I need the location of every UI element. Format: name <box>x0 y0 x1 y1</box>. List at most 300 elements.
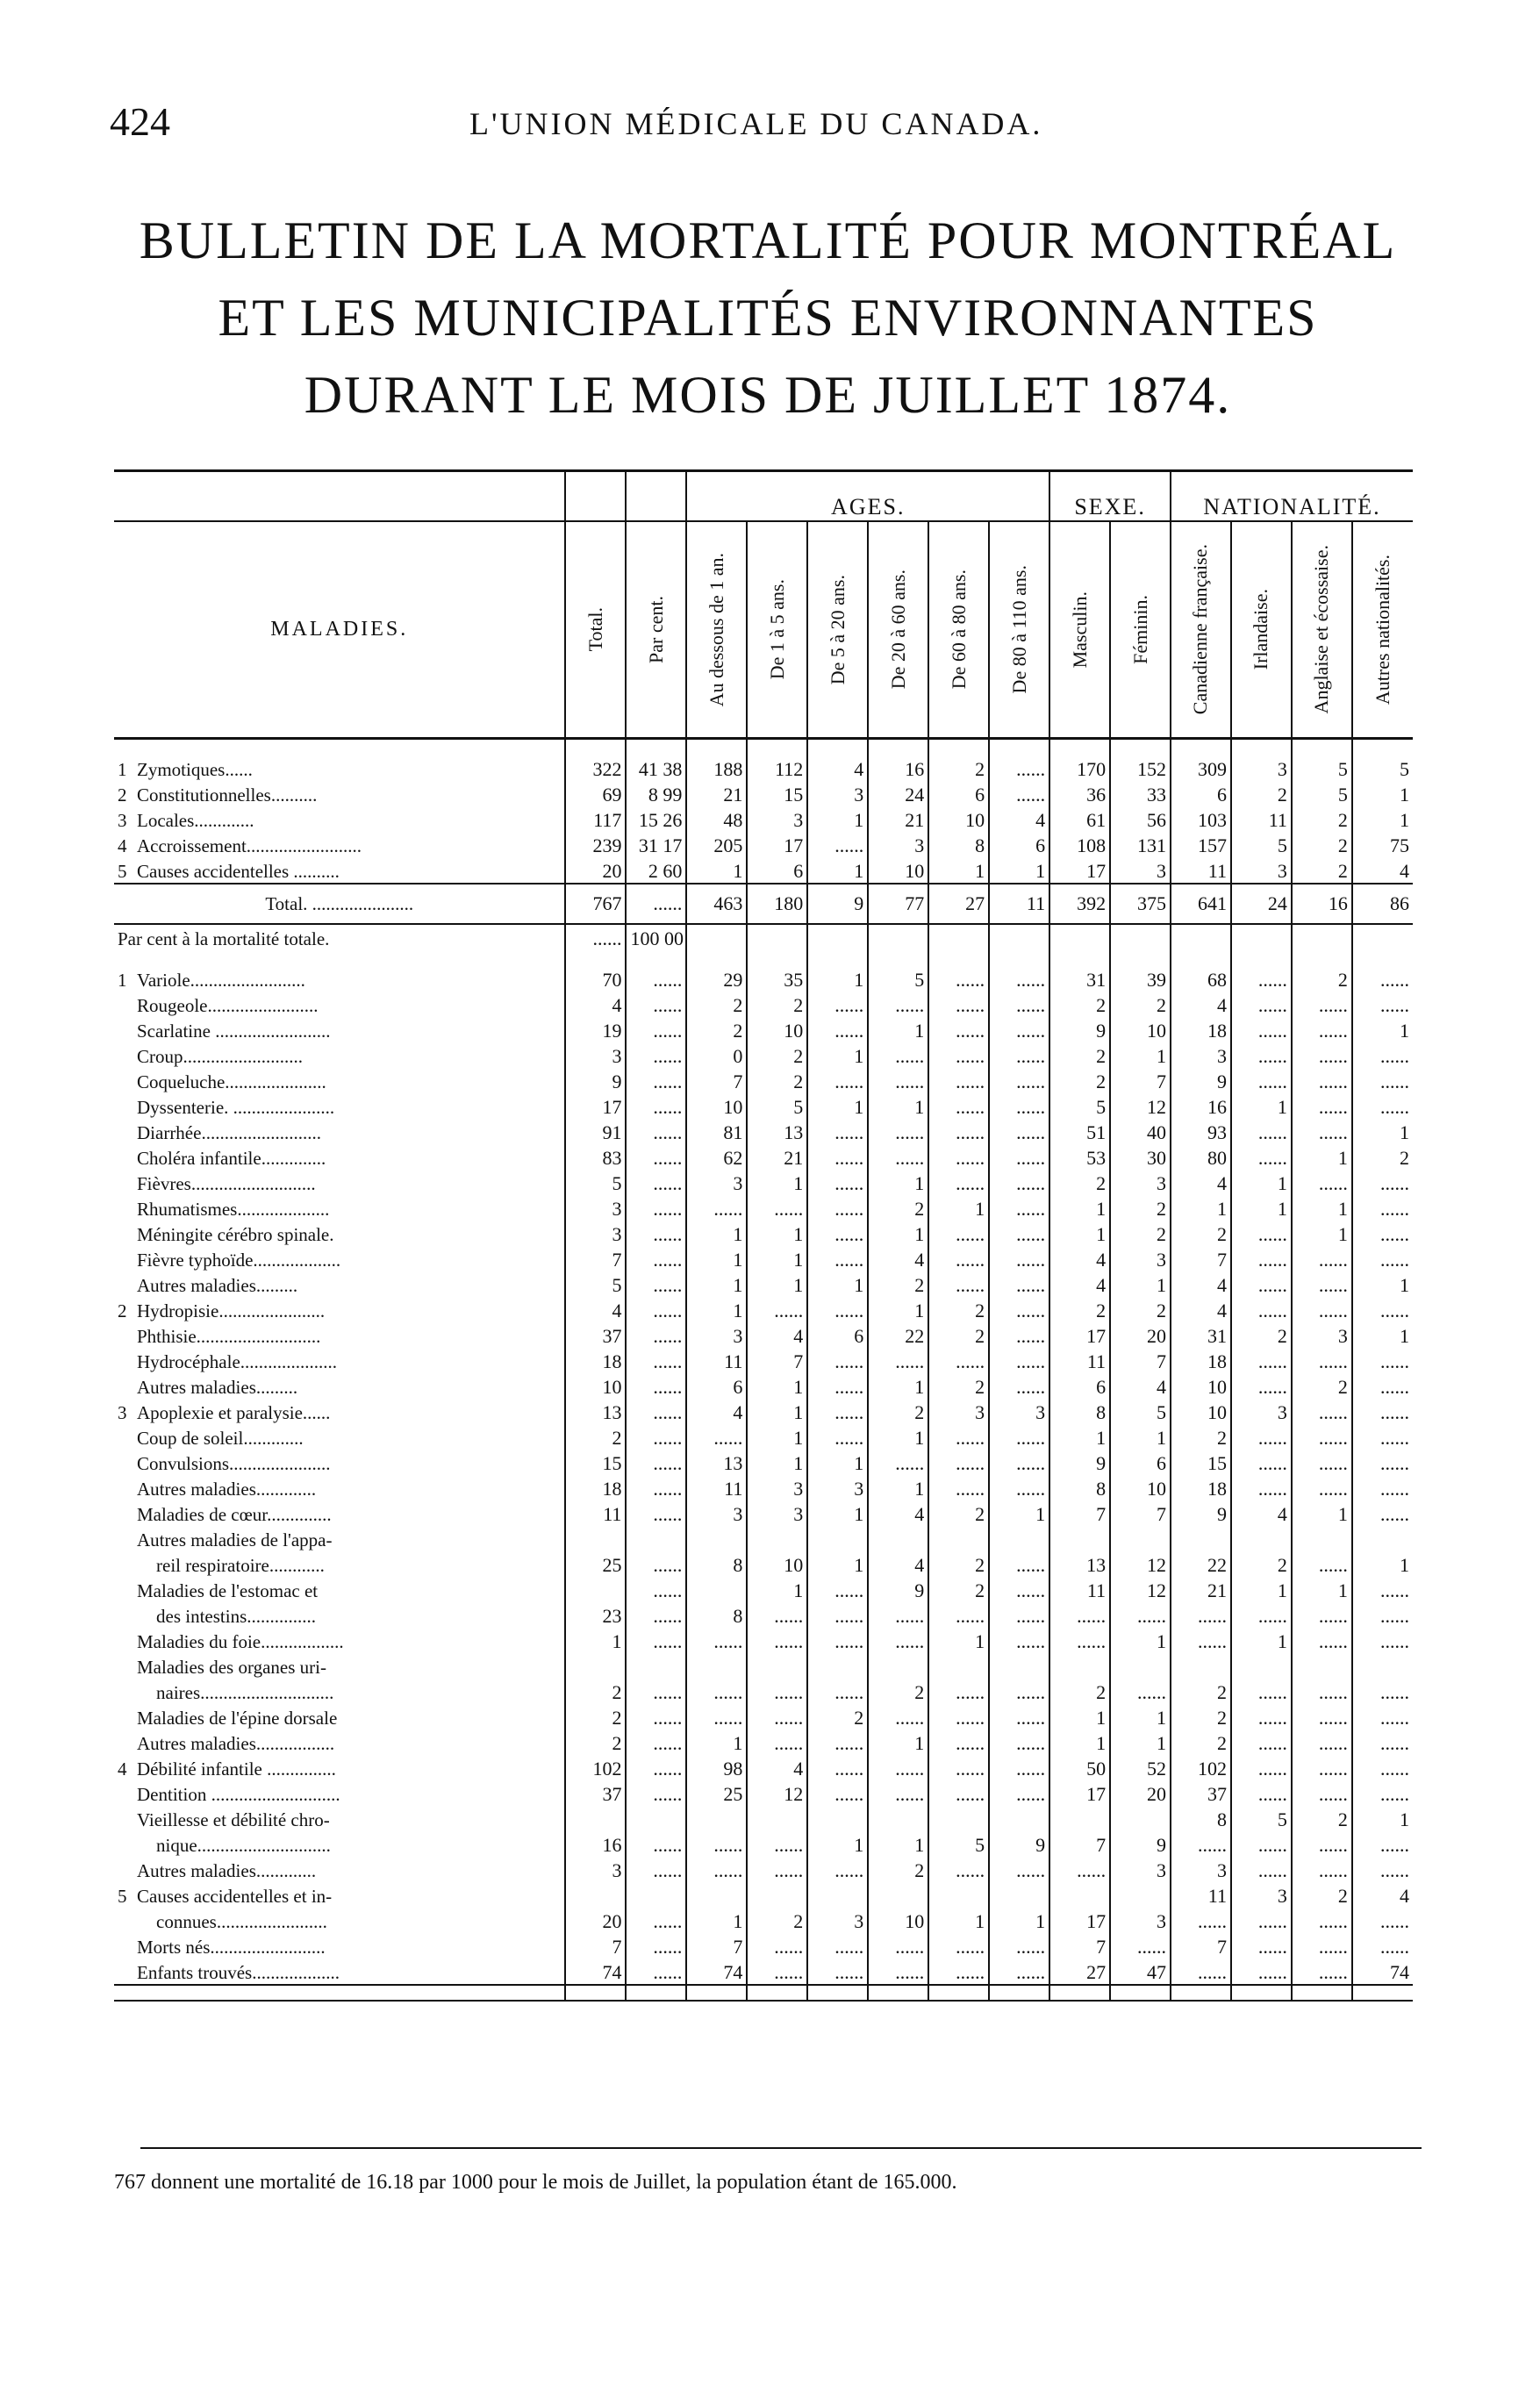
row-label-text: reil respiratoire............ <box>156 1555 325 1576</box>
table-cell: 2 <box>928 1500 989 1526</box>
row-label <box>114 1577 565 1602</box>
row-label-text: Constitutionnelles.......... <box>137 784 318 806</box>
table-cell: ...... <box>626 1297 686 1322</box>
table-cell: ...... <box>928 1857 989 1882</box>
table-cell: 1 <box>1292 1500 1352 1526</box>
table-cell: ...... <box>1231 1933 1292 1959</box>
table-cell: ...... <box>807 1373 868 1399</box>
column-header <box>989 521 1049 739</box>
table-cell: 2 <box>747 1042 807 1068</box>
table-cell <box>747 1526 807 1551</box>
table-cell: 10 <box>1171 1373 1231 1399</box>
table-cell: ...... <box>1231 1042 1292 1068</box>
table-row <box>114 1755 1413 1780</box>
table-cell: 2 <box>1292 1806 1352 1831</box>
table-cell: ...... <box>1231 1730 1292 1755</box>
table-cell: 4 <box>1110 1373 1171 1399</box>
bulletin-title <box>123 202 1413 433</box>
table-cell: 2 <box>1292 966 1352 992</box>
table-cell: 4 <box>1171 1271 1231 1297</box>
table-cell: ...... <box>1352 1730 1413 1755</box>
table-cell: 3 <box>747 1500 807 1526</box>
table-cell: ...... <box>1352 1042 1413 1068</box>
table-cell: 1 <box>989 1908 1049 1933</box>
row-label <box>114 1246 565 1271</box>
table-cell: ...... <box>928 1780 989 1806</box>
table-cell <box>1292 1526 1352 1551</box>
table-cell <box>807 1653 868 1679</box>
table-cell: 24 <box>1231 884 1292 924</box>
table-cell: ...... <box>989 1577 1049 1602</box>
table-cell: ...... <box>807 1119 868 1144</box>
table-cell: 9 <box>1110 1831 1171 1857</box>
table-cell: 1 <box>686 1221 747 1246</box>
row-label-text: Dentition ............................ <box>137 1784 340 1805</box>
row-label-text: Locales............. <box>137 810 254 831</box>
table-cell: 36 <box>1049 781 1110 806</box>
table-cell: ...... <box>1352 1755 1413 1780</box>
table-cell: ...... <box>747 1602 807 1628</box>
table-cell: 1 <box>868 1831 928 1857</box>
row-label-text: Phthisie........................... <box>137 1326 321 1347</box>
row-label <box>114 1373 565 1399</box>
table-cell: 7 <box>1110 1348 1171 1373</box>
table-cell: 80 <box>1171 1144 1231 1170</box>
table-cell: 10 <box>868 1908 928 1933</box>
table-cell: ...... <box>807 1144 868 1170</box>
table-cell: ...... <box>747 1297 807 1322</box>
table-cell: 8 <box>686 1602 747 1628</box>
table-cell: 1 <box>1049 1221 1110 1246</box>
table-cell: ...... <box>868 1348 928 1373</box>
table-cell: 19 <box>565 1017 626 1042</box>
table-cell: ...... <box>928 1959 989 1985</box>
row-label <box>114 756 565 781</box>
table-cell: 1 <box>1352 1322 1413 1348</box>
table-cell: 2 <box>1231 1322 1292 1348</box>
table-cell: ...... <box>989 1170 1049 1195</box>
row-index: 3 <box>118 810 127 831</box>
table-cell: ...... <box>807 1297 868 1322</box>
table-cell: 1 <box>868 1475 928 1500</box>
table-cell: 131 <box>1110 832 1171 857</box>
table-cell: 5 <box>565 1271 626 1297</box>
column-header-label: De 60 à 80 ans. <box>947 569 970 690</box>
table-cell: ...... <box>626 1170 686 1195</box>
table-cell: ...... <box>626 884 686 924</box>
column-header <box>747 521 807 739</box>
row-label-text: Vieillesse et débilité chro- <box>137 1809 330 1830</box>
table-cell: ...... <box>626 1730 686 1755</box>
maladies-header: MALADIES. <box>114 521 565 739</box>
row-label-text: Causes accidentelles .......... <box>137 861 340 882</box>
row-label-text: Enfants trouvés................... <box>137 1962 340 1983</box>
table-cell: ...... <box>1171 1959 1231 1985</box>
table-cell: 0 <box>686 1042 747 1068</box>
row-label-text: Autres maladies................. <box>137 1733 335 1754</box>
table-cell: ...... <box>928 1450 989 1475</box>
table-cell: 4 <box>1352 1882 1413 1908</box>
table-cell: 1 <box>807 857 868 884</box>
table-cell: ...... <box>868 1959 928 1985</box>
table-cell: 3 <box>747 806 807 832</box>
table-cell: ...... <box>807 1195 868 1221</box>
table-cell: ...... <box>989 1271 1049 1297</box>
table-cell: 61 <box>1049 806 1110 832</box>
row-label <box>114 1628 565 1653</box>
table-cell: 2 <box>1110 1195 1171 1221</box>
table-cell: 2 60 <box>626 857 686 884</box>
table-cell: 1 <box>747 1246 807 1271</box>
row-label-text: Rhumatismes.................... <box>137 1199 330 1220</box>
table-cell: 239 <box>565 832 626 857</box>
table-cell: ...... <box>626 1424 686 1450</box>
table-cell: 53 <box>1049 1144 1110 1170</box>
row-label-text: Autres maladies......... <box>137 1275 298 1296</box>
row-label-text: nique............................. <box>156 1835 331 1856</box>
table-row <box>114 1246 1413 1271</box>
table-cell: 74 <box>1352 1959 1413 1985</box>
table-cell: 4 <box>1171 1170 1231 1195</box>
table-cell: 98 <box>686 1755 747 1780</box>
table-cell: 1 <box>807 806 868 832</box>
table-cell: 2 <box>868 1271 928 1297</box>
table-cell: ...... <box>1352 966 1413 992</box>
row-label <box>114 884 565 924</box>
table-cell: 69 <box>565 781 626 806</box>
table-cell: ...... <box>626 1755 686 1780</box>
table-cell: 16 <box>565 1831 626 1857</box>
column-header <box>565 521 626 739</box>
table-cell: 37 <box>565 1780 626 1806</box>
table-cell: 1 <box>1110 1042 1171 1068</box>
table-cell: 2 <box>1110 1297 1171 1322</box>
table-cell: ...... <box>1292 1399 1352 1424</box>
table-cell: 1 <box>868 1424 928 1450</box>
summary-row <box>114 832 1413 857</box>
table-cell: ...... <box>1352 1704 1413 1730</box>
table-cell: ...... <box>1292 1170 1352 1195</box>
table-cell: ...... <box>989 1857 1049 1882</box>
table-cell <box>1110 1806 1171 1831</box>
row-label <box>114 1221 565 1246</box>
row-label-text: des intestins............... <box>156 1606 316 1627</box>
row-label-text: Morts nés......................... <box>137 1937 326 1958</box>
table-cell: 1 <box>1231 1170 1292 1195</box>
table-cell: 7 <box>1049 1500 1110 1526</box>
table-cell: ...... <box>807 992 868 1017</box>
table-cell: ...... <box>807 1399 868 1424</box>
table-cell: ...... <box>686 1831 747 1857</box>
table-cell: ...... <box>686 1424 747 1450</box>
table-cell: 15 <box>565 1450 626 1475</box>
table-cell: 1 <box>1049 1424 1110 1450</box>
table-cell: 1 <box>1352 1551 1413 1577</box>
table-cell: ...... <box>868 1602 928 1628</box>
table-cell: 309 <box>1171 756 1231 781</box>
table-row <box>114 1450 1413 1475</box>
table-cell: 2 <box>1292 1373 1352 1399</box>
table-cell: ...... <box>1292 1119 1352 1144</box>
table-cell: 31 <box>1049 966 1110 992</box>
table-cell: 9 <box>989 1831 1049 1857</box>
table-cell: ...... <box>565 924 626 950</box>
table-cell: 75 <box>1352 832 1413 857</box>
table-cell: ...... <box>1231 1373 1292 1399</box>
table-cell: 180 <box>747 884 807 924</box>
table-cell: 6 <box>807 1322 868 1348</box>
row-label <box>114 1297 565 1322</box>
column-header <box>1292 521 1352 739</box>
column-header-label: Masculin. <box>1068 591 1091 669</box>
table-cell: 4 <box>686 1399 747 1424</box>
table-cell: 83 <box>565 1144 626 1170</box>
table-cell: ...... <box>989 1322 1049 1348</box>
table-cell <box>626 1653 686 1679</box>
table-cell: ...... <box>807 1246 868 1271</box>
table-cell: ...... <box>1231 1602 1292 1628</box>
table-cell: ...... <box>1292 1959 1352 1985</box>
row-label <box>114 992 565 1017</box>
table-cell <box>1049 1653 1110 1679</box>
row-label-text: Apoplexie et paralysie...... <box>137 1402 331 1423</box>
table-cell: 13 <box>1049 1551 1110 1577</box>
table-cell: ...... <box>1352 1679 1413 1704</box>
table-cell: ...... <box>1292 1730 1352 1755</box>
table-cell: 2 <box>868 1399 928 1424</box>
table-cell: ...... <box>626 1017 686 1042</box>
summary-row <box>114 756 1413 781</box>
table-cell: 117 <box>565 806 626 832</box>
table-cell <box>868 1653 928 1679</box>
table-cell: 11 <box>1171 857 1231 884</box>
table-cell: 17 <box>747 832 807 857</box>
table-row <box>114 1959 1413 1985</box>
table-cell: ...... <box>747 1933 807 1959</box>
table-cell: ...... <box>1352 1933 1413 1959</box>
table-cell <box>1171 1526 1231 1551</box>
table-cell: 1 <box>1110 1271 1171 1297</box>
table-cell: ...... <box>1292 1424 1352 1450</box>
table-cell: 205 <box>686 832 747 857</box>
table-cell: 1 <box>686 857 747 884</box>
table-cell: ...... <box>989 1475 1049 1500</box>
table-cell: ...... <box>807 1679 868 1704</box>
row-label-text: Fièvres........................... <box>137 1173 316 1194</box>
row-label <box>114 1450 565 1475</box>
table-row <box>114 1424 1413 1450</box>
table-cell: ...... <box>626 1450 686 1475</box>
table-cell: ...... <box>868 1780 928 1806</box>
table-cell: ...... <box>626 1271 686 1297</box>
table-cell: ...... <box>1049 1857 1110 1882</box>
table-cell <box>686 1882 747 1908</box>
table-cell: 1 <box>868 1730 928 1755</box>
journal-running-head: L'UNION MÉDICALE DU CANADA. <box>469 106 1043 141</box>
table-cell: 21 <box>747 1144 807 1170</box>
row-label <box>114 1170 565 1195</box>
table-cell: 1 <box>1049 1195 1110 1221</box>
table-cell <box>989 1882 1049 1908</box>
column-header-label: Au dessous de 1 an. <box>705 552 727 707</box>
table-cell: 81 <box>686 1119 747 1144</box>
table-cell: ...... <box>928 1042 989 1068</box>
table-row <box>114 1933 1413 1959</box>
table-cell: ...... <box>989 1119 1049 1144</box>
table-cell: ...... <box>1231 1450 1292 1475</box>
table-cell: 31 17 <box>626 832 686 857</box>
row-label-text: Maladies des organes uri- <box>137 1657 326 1678</box>
table-cell: 8 <box>1171 1806 1231 1831</box>
table-cell: ...... <box>1110 1933 1171 1959</box>
mortality-table <box>114 469 1413 2002</box>
table-cell: 35 <box>747 966 807 992</box>
table-cell: 1 <box>747 1577 807 1602</box>
summary-row <box>114 806 1413 832</box>
table-cell: 52 <box>1110 1755 1171 1780</box>
table-cell: 11 <box>686 1475 747 1500</box>
table-cell: 10 <box>868 857 928 884</box>
group-header-row <box>114 471 1413 522</box>
table-cell: ...... <box>1352 1399 1413 1424</box>
table-cell: 13 <box>747 1119 807 1144</box>
table-cell: 4 <box>868 1500 928 1526</box>
table-cell: 17 <box>565 1093 626 1119</box>
table-cell: ...... <box>626 1093 686 1119</box>
table-cell: ...... <box>1352 1170 1413 1195</box>
table-row <box>114 1170 1413 1195</box>
table-cell: ...... <box>626 1602 686 1628</box>
table-cell: 12 <box>1110 1577 1171 1602</box>
table-cell: ...... <box>989 1297 1049 1322</box>
table-cell: ...... <box>989 1730 1049 1755</box>
table-cell: ...... <box>807 1959 868 1985</box>
table-cell: ...... <box>1352 1450 1413 1475</box>
table-cell: ...... <box>626 1221 686 1246</box>
table-cell: 2 <box>1231 1551 1292 1577</box>
table-cell: 20 <box>565 857 626 884</box>
column-header-label: Irlandaise. <box>1250 589 1272 670</box>
table-cell: 4 <box>565 1297 626 1322</box>
row-label <box>114 1144 565 1170</box>
table-cell: ...... <box>928 1068 989 1093</box>
table-cell: 18 <box>565 1348 626 1373</box>
table-cell: 18 <box>565 1475 626 1500</box>
table-cell: 51 <box>1049 1119 1110 1144</box>
table-cell: ...... <box>989 1068 1049 1093</box>
row-label <box>114 1322 565 1348</box>
row-label <box>114 1119 565 1144</box>
row-label-text: Maladies de cœur.............. <box>137 1504 332 1525</box>
table-row <box>114 966 1413 992</box>
table-cell: ...... <box>686 1195 747 1221</box>
table-cell: 2 <box>928 1373 989 1399</box>
table-cell <box>747 1882 807 1908</box>
table-cell: 33 <box>1110 781 1171 806</box>
table-cell: 15 26 <box>626 806 686 832</box>
table-cell: 4 <box>1171 992 1231 1017</box>
column-header-label: Par cent. <box>644 596 667 663</box>
table-row <box>114 1322 1413 1348</box>
table-cell: ...... <box>686 1679 747 1704</box>
column-header-label: Autres nationalités. <box>1371 554 1393 705</box>
table-row <box>114 1730 1413 1755</box>
table-cell: ...... <box>807 1424 868 1450</box>
table-cell: 3 <box>928 1399 989 1424</box>
footnote-rule <box>140 2147 1422 2149</box>
table-cell: 5 <box>747 1093 807 1119</box>
table-cell: ...... <box>1292 1093 1352 1119</box>
table-cell: 1 <box>1292 1221 1352 1246</box>
table-cell: ...... <box>1292 1042 1352 1068</box>
row-label <box>114 1780 565 1806</box>
table-cell: ...... <box>928 1246 989 1271</box>
table-cell <box>989 1806 1049 1831</box>
table-row <box>114 1500 1413 1526</box>
table-cell: ...... <box>928 1679 989 1704</box>
table-cell: ...... <box>626 1119 686 1144</box>
table-cell: 2 <box>868 1195 928 1221</box>
table-cell: 2 <box>1171 1730 1231 1755</box>
table-cell <box>565 1577 626 1602</box>
column-header <box>1231 521 1292 739</box>
table-cell: 20 <box>565 1908 626 1933</box>
row-label-text: Accroissement......................... <box>137 835 362 856</box>
table-cell: ...... <box>1352 1221 1413 1246</box>
table-cell <box>1171 1653 1231 1679</box>
row-label <box>114 1857 565 1882</box>
table-row <box>114 1577 1413 1602</box>
table-cell: 1 <box>686 1908 747 1933</box>
table-cell: 86 <box>1352 884 1413 924</box>
table-cell: 6 <box>747 857 807 884</box>
table-cell: 12 <box>747 1780 807 1806</box>
table-cell: 2 <box>868 1679 928 1704</box>
table-cell: 56 <box>1110 806 1171 832</box>
table-cell: ...... <box>626 1704 686 1730</box>
table-cell <box>928 1806 989 1831</box>
table-cell: 375 <box>1110 884 1171 924</box>
table-cell: 1 <box>928 1195 989 1221</box>
table-cell: 102 <box>1171 1755 1231 1780</box>
table-row <box>114 1297 1413 1322</box>
table-cell: ...... <box>807 832 868 857</box>
table-cell: 62 <box>686 1144 747 1170</box>
table-cell: ...... <box>1231 1857 1292 1882</box>
title-line-3: DURANT LE MOIS DE JUILLET 1874. <box>304 366 1232 424</box>
table-cell <box>807 1806 868 1831</box>
table-row <box>114 1602 1413 1628</box>
table-cell: ...... <box>1292 1679 1352 1704</box>
table-cell: ...... <box>868 992 928 1017</box>
table-row <box>114 1653 1413 1679</box>
table-cell: 11 <box>565 1500 626 1526</box>
table-cell: 1 <box>1352 1806 1413 1831</box>
table-cell: ...... <box>1231 1704 1292 1730</box>
table-cell: 2 <box>1292 806 1352 832</box>
row-label <box>114 1475 565 1500</box>
table-cell: 7 <box>1171 1246 1231 1271</box>
row-index: 4 <box>118 1758 127 1780</box>
table-cell: ...... <box>747 1679 807 1704</box>
table-cell: 2 <box>1049 1679 1110 1704</box>
spacer-row <box>114 950 1413 966</box>
row-label-text: Coqueluche...................... <box>137 1071 326 1092</box>
table-cell: ...... <box>989 966 1049 992</box>
table-cell: ...... <box>1231 1348 1292 1373</box>
table-cell: ...... <box>1352 1831 1413 1857</box>
table-cell: 3 <box>1110 1857 1171 1882</box>
